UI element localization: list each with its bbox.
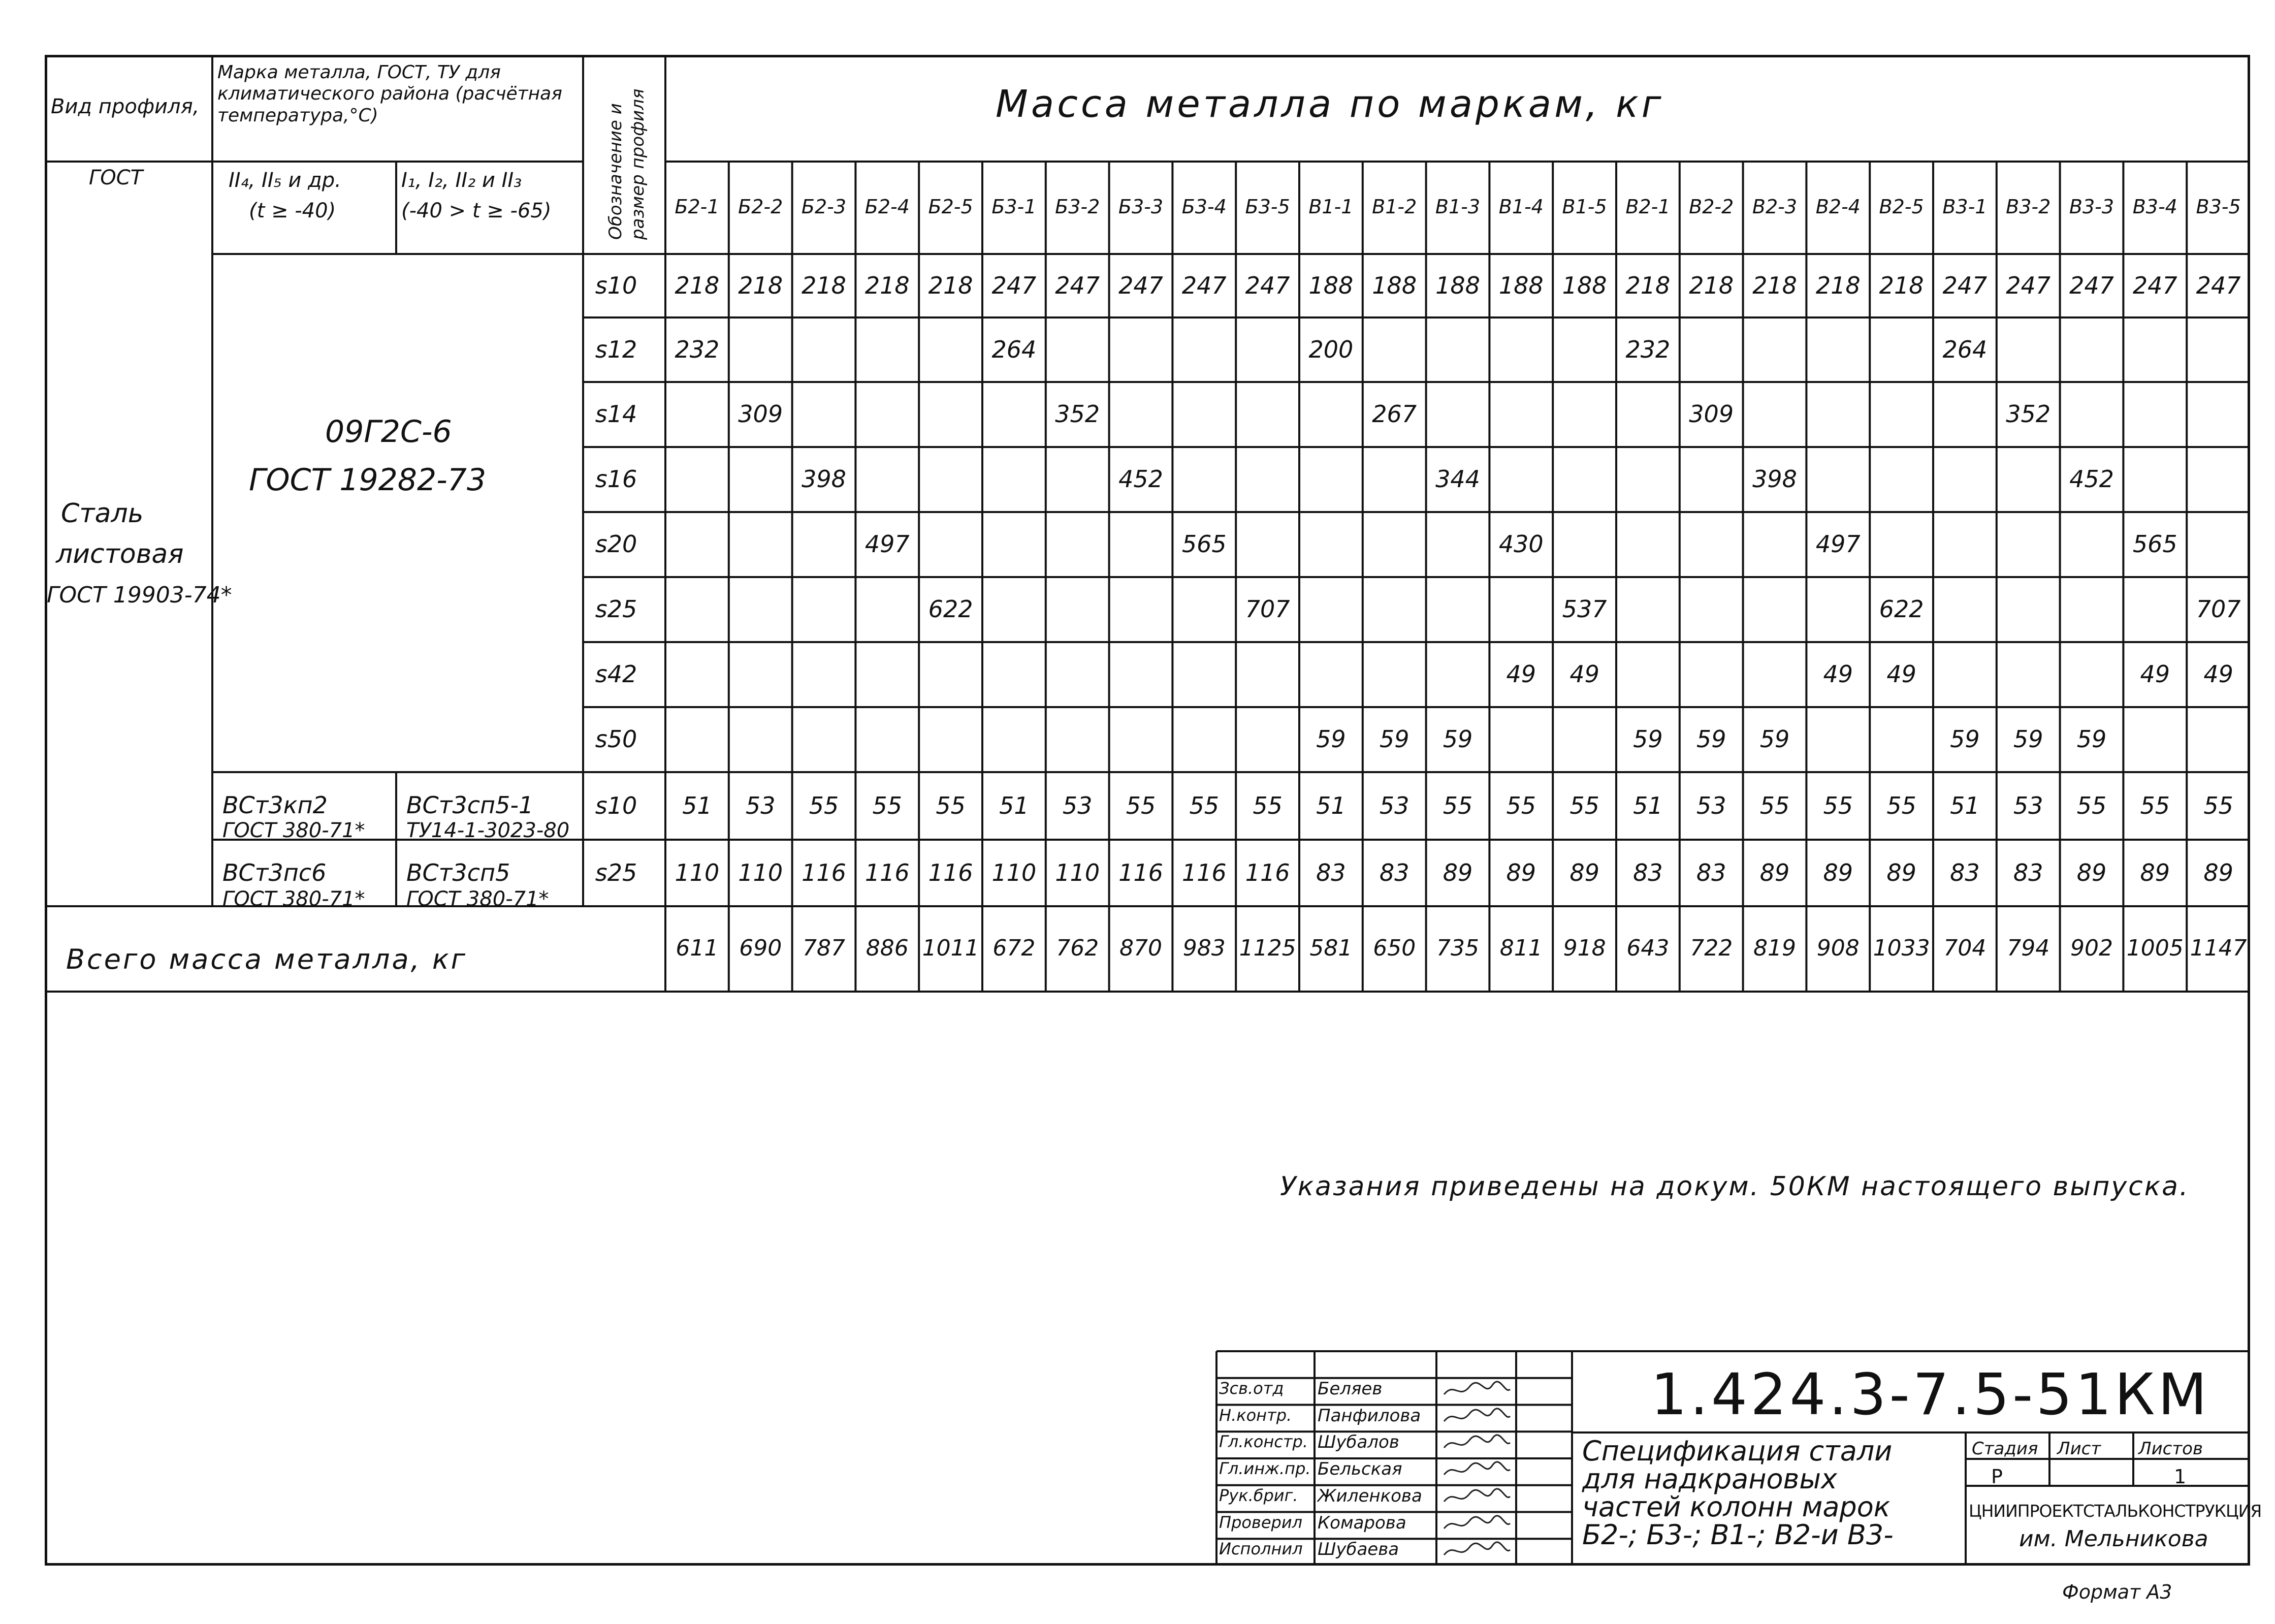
format-label: Формат А3	[2062, 1581, 2172, 1603]
signer-name: Панфилова	[1318, 1405, 1421, 1426]
header-metal-grade: Марка металла, ГОСТ, ТУ для климатического района (расчётная температура,°С)	[217, 62, 562, 126]
header-zone-a-temp: (t ≥ -40)	[249, 199, 336, 222]
mass-cell: 49	[2140, 660, 2170, 688]
mass-cell: 49	[1886, 660, 1916, 688]
mass-cell: 188	[1372, 271, 1417, 299]
mass-cell: 247	[2196, 271, 2241, 299]
total-mass-cell: 1005	[2126, 935, 2184, 961]
total-mass-cell: 643	[1626, 935, 1670, 961]
mass-cell: 83	[1633, 858, 1663, 886]
steel-label-1: Сталь	[61, 498, 144, 529]
mass-cell: 622	[1879, 595, 1924, 623]
sheets-label: Листов	[2138, 1439, 2203, 1459]
column-header-mark: Б2-5	[928, 196, 973, 218]
row-size-designation: s25	[595, 858, 637, 886]
mass-cell: 218	[1815, 271, 1861, 299]
mass-cell: 218	[675, 271, 720, 299]
column-header-mark: В3-4	[2132, 196, 2177, 218]
sheet-label: Лист	[2057, 1439, 2101, 1459]
grade-09g2s-gost: ГОСТ 19282-73	[249, 462, 487, 498]
title-line-3: частей колонн марок	[1582, 1491, 1891, 1523]
mass-cell: 247	[1181, 271, 1227, 299]
mass-cell: 707	[2196, 595, 2241, 623]
mass-cell: 247	[2069, 271, 2114, 299]
mass-cell: 188	[1308, 271, 1354, 299]
mass-cell: 247	[1055, 271, 1100, 299]
mass-cell: 55	[1126, 791, 1156, 819]
mass-cell: 497	[864, 530, 910, 558]
mass-cell: 89	[1443, 858, 1473, 886]
mass-cell: 59	[1950, 725, 1980, 753]
mass-cell: 352	[2006, 400, 2051, 428]
total-mass-cell: 690	[739, 935, 782, 961]
total-mass-cell: 1011	[922, 935, 979, 961]
mass-cell: 565	[2132, 530, 2177, 558]
org-name: ЦНИИПРОЕКТСТАЛЬКОНСТРУКЦИЯ	[1969, 1501, 2262, 1521]
stage-value: Р	[1991, 1466, 2003, 1488]
mass-cell: 232	[675, 335, 720, 363]
mass-cell: 116	[864, 858, 910, 886]
column-header-mark: В1-3	[1435, 196, 1481, 218]
mass-cell: 452	[1118, 465, 1163, 493]
total-mass-cell: 735	[1436, 935, 1479, 961]
sheets-value: 1	[2174, 1466, 2187, 1488]
r1-tu-b: ТУ14-1-3023-80	[406, 819, 570, 842]
total-mass-cell: 704	[1943, 935, 1986, 961]
mass-cell: 116	[1245, 858, 1290, 886]
mass-cell: 218	[1689, 271, 1734, 299]
mass-cell: 59	[1696, 725, 1726, 753]
mass-cell: 83	[1950, 858, 1980, 886]
total-mass-cell: 819	[1753, 935, 1796, 961]
mass-cell: 116	[1181, 858, 1227, 886]
mass-cell: 344	[1435, 465, 1480, 493]
row-size-designation: s42	[595, 660, 637, 688]
mass-cell: 218	[738, 271, 783, 299]
note-text: Указания приведены на докум. 50КМ настоящего выпуска.	[1280, 1171, 2190, 1202]
mass-cell: 430	[1498, 530, 1544, 558]
signature-mark	[1441, 1459, 1513, 1482]
mass-cell: 707	[1245, 595, 1290, 623]
total-mass-cell: 811	[1499, 935, 1543, 961]
mass-cell: 49	[1823, 660, 1853, 688]
column-header-mark: В1-2	[1372, 196, 1417, 218]
r1-grade-b: ВСт3сп5-1	[406, 791, 534, 819]
total-mass-cell: 762	[1056, 935, 1099, 961]
mass-cell: 55	[1569, 791, 1599, 819]
signer-role: Проверил	[1219, 1512, 1303, 1532]
mass-cell: 537	[1562, 595, 1607, 623]
mass-cell: 55	[809, 791, 839, 819]
mass-cell: 110	[991, 858, 1037, 886]
signer-name: Бельская	[1318, 1459, 1402, 1479]
signer-name: Комарова	[1318, 1512, 1406, 1533]
total-mass-cell: 918	[1563, 935, 1606, 961]
mass-cell: 116	[928, 858, 973, 886]
mass-cell: 89	[1569, 858, 1599, 886]
total-mass-cell: 1125	[1239, 935, 1296, 961]
mass-cell: 232	[1625, 335, 1671, 363]
signer-name: Шубаева	[1318, 1539, 1399, 1560]
column-header-mark: Б2-4	[864, 196, 910, 218]
mass-cell: 247	[2006, 271, 2051, 299]
mass-cell: 59	[1759, 725, 1790, 753]
mass-cell: 309	[738, 400, 783, 428]
mass-cell: 452	[2069, 465, 2114, 493]
column-header-mark: В2-4	[1815, 196, 1861, 218]
row-size-designation: s10	[595, 791, 637, 819]
mass-cell: 218	[1879, 271, 1924, 299]
column-header-mark: В3-5	[2196, 196, 2241, 218]
mass-cell: 200	[1308, 335, 1354, 363]
mass-cell: 565	[1181, 530, 1227, 558]
mass-cell: 89	[1506, 858, 1536, 886]
mass-cell: 247	[991, 271, 1037, 299]
total-mass-cell: 1147	[2190, 935, 2247, 961]
mass-cell: 55	[2076, 791, 2107, 819]
mass-cell: 398	[802, 465, 846, 493]
title-line-1: Спецификация стали	[1582, 1435, 1893, 1467]
signature-mark	[1441, 1540, 1513, 1562]
total-mass-cell: 902	[2070, 935, 2113, 961]
mass-cell: 55	[1506, 791, 1536, 819]
mass-cell: 51	[999, 791, 1029, 819]
mass-cell: 398	[1752, 465, 1797, 493]
mass-cell: 622	[928, 595, 973, 623]
total-mass-cell: 886	[866, 935, 909, 961]
r2-gost-b: ГОСТ 380-71*	[406, 887, 549, 911]
column-header-mark: В2-2	[1689, 196, 1734, 218]
column-header-mark: В2-1	[1625, 196, 1671, 218]
mass-cell: 55	[2203, 791, 2233, 819]
column-header-mark: В2-5	[1879, 196, 1924, 218]
mass-cell: 110	[675, 858, 720, 886]
title-line-4: Б2-; Б3-; В1-; В2-и В3-	[1582, 1519, 1894, 1551]
header-mass-title: Масса металла по маркам, кг	[996, 82, 1664, 126]
mass-cell: 110	[738, 858, 783, 886]
mass-cell: 55	[1759, 791, 1790, 819]
grade-09g2s: 09Г2С-6	[325, 414, 452, 450]
signer-name: Беляев	[1318, 1378, 1383, 1399]
column-header-mark: В3-1	[1942, 196, 1988, 218]
mass-cell: 53	[1696, 791, 1726, 819]
total-mass-cell: 983	[1182, 935, 1226, 961]
mass-cell: 247	[1245, 271, 1290, 299]
r2-gost-a: ГОСТ 380-71*	[222, 887, 365, 911]
column-header-mark: В2-3	[1752, 196, 1798, 218]
column-header-mark: В1-4	[1498, 196, 1544, 218]
total-mass-cell: 870	[1119, 935, 1162, 961]
column-header-mark: Б3-3	[1118, 196, 1164, 218]
mass-cell: 218	[1752, 271, 1797, 299]
header-profile-type: Вид профиля,	[51, 95, 200, 118]
signer-role: Рук.бриг.	[1219, 1485, 1298, 1505]
mass-cell: 59	[1443, 725, 1473, 753]
row-size-designation: s14	[595, 400, 637, 428]
mass-cell: 59	[1633, 725, 1663, 753]
header-profile-gost: ГОСТ	[89, 166, 143, 189]
mass-cell: 218	[1625, 271, 1671, 299]
row-size-designation: s25	[595, 595, 637, 623]
mass-cell: 83	[2013, 858, 2043, 886]
signature-mark	[1441, 1486, 1513, 1509]
mass-cell: 53	[2013, 791, 2043, 819]
column-header-mark: Б2-3	[801, 196, 847, 218]
mass-cell: 116	[1118, 858, 1163, 886]
mass-cell: 247	[2132, 271, 2177, 299]
mass-cell: 264	[1942, 335, 1988, 363]
steel-gost: ГОСТ 19903-74*	[47, 582, 232, 608]
header-zone-b: I₁, I₂, II₂ и II₃	[401, 169, 522, 192]
header-zone-b-temp: (-40 > t ≥ -65)	[401, 199, 552, 222]
total-mass-cell: 908	[1816, 935, 1860, 961]
column-header-mark: В1-5	[1562, 196, 1607, 218]
mass-cell: 89	[2076, 858, 2107, 886]
mass-cell: 59	[2076, 725, 2107, 753]
stage-label: Стадия	[1972, 1439, 2038, 1459]
row-size-designation: s16	[595, 465, 637, 493]
steel-label-2: листовая	[56, 539, 184, 569]
mass-cell: 218	[928, 271, 973, 299]
total-mass-cell: 722	[1690, 935, 1733, 961]
signature-mark	[1441, 1406, 1513, 1428]
mass-cell: 352	[1055, 400, 1100, 428]
header-zone-a: II₄, II₅ и др.	[229, 169, 341, 192]
mass-cell: 89	[1823, 858, 1853, 886]
column-header-mark: Б3-1	[991, 196, 1037, 218]
mass-cell: 49	[1506, 660, 1536, 688]
mass-cell: 89	[2140, 858, 2170, 886]
row-size-designation: s50	[595, 725, 637, 753]
r1-grade-a: ВСт3кп2	[222, 791, 328, 819]
mass-cell: 51	[1950, 791, 1980, 819]
mass-cell: 497	[1815, 530, 1861, 558]
signature-mark	[1441, 1379, 1513, 1402]
mass-cell: 188	[1498, 271, 1544, 299]
column-header-mark: В1-1	[1308, 196, 1354, 218]
column-header-mark: Б3-5	[1245, 196, 1290, 218]
mass-cell: 55	[1886, 791, 1916, 819]
mass-cell: 59	[1316, 725, 1346, 753]
mass-cell: 55	[1823, 791, 1853, 819]
mass-cell: 51	[682, 791, 712, 819]
mass-cell: 55	[2140, 791, 2170, 819]
mass-cell: 110	[1055, 858, 1100, 886]
signer-role: Н.контр.	[1219, 1405, 1292, 1425]
mass-cell: 53	[745, 791, 776, 819]
header-designation: Обозначение и размер профиля	[605, 88, 649, 240]
total-mass-cell: 650	[1373, 935, 1416, 961]
r1-gost-a: ГОСТ 380-71*	[222, 819, 365, 842]
total-mass-cell: 787	[803, 935, 845, 961]
column-header-mark: Б3-4	[1181, 196, 1227, 218]
column-header-mark: В3-3	[2069, 196, 2114, 218]
mass-cell: 267	[1372, 400, 1417, 428]
total-mass-cell: 611	[676, 935, 719, 961]
total-mass-cell: 1033	[1873, 935, 1930, 961]
mass-cell: 247	[1118, 271, 1163, 299]
signature-mark	[1441, 1513, 1513, 1536]
column-header-mark: Б2-1	[675, 196, 720, 218]
mass-cell: 264	[991, 335, 1037, 363]
r2-grade-b: ВСт3сп5	[406, 859, 510, 886]
mass-cell: 218	[802, 271, 846, 299]
signer-role: Гл.констр.	[1219, 1432, 1308, 1452]
mass-cell: 55	[872, 791, 903, 819]
mass-cell: 51	[1316, 791, 1346, 819]
signer-role: Исполнил	[1219, 1539, 1303, 1559]
doc-code: 1.424.3-7.5-51КМ	[1651, 1362, 2210, 1428]
total-mass-cell: 672	[992, 935, 1036, 961]
mass-cell: 49	[2203, 660, 2233, 688]
mass-cell: 89	[1759, 858, 1790, 886]
mass-cell: 116	[802, 858, 846, 886]
column-header-mark: В3-2	[2006, 196, 2051, 218]
mass-cell: 59	[2013, 725, 2043, 753]
mass-cell: 59	[1379, 725, 1409, 753]
mass-cell: 55	[1443, 791, 1473, 819]
mass-cell: 89	[1886, 858, 1916, 886]
mass-cell: 51	[1633, 791, 1663, 819]
row-size-designation: s10	[595, 271, 637, 299]
mass-cell: 188	[1562, 271, 1607, 299]
mass-cell: 55	[936, 791, 966, 819]
mass-cell: 309	[1689, 400, 1734, 428]
org-subname: им. Мельникова	[2019, 1526, 2208, 1552]
mass-cell: 53	[1062, 791, 1093, 819]
signer-name: Шубалов	[1318, 1432, 1399, 1453]
mass-cell: 89	[2203, 858, 2233, 886]
signer-role: Зсв.отд	[1219, 1378, 1284, 1398]
r2-grade-a: ВСт3пс6	[222, 859, 327, 886]
mass-cell: 83	[1316, 858, 1346, 886]
mass-cell: 247	[1942, 271, 1988, 299]
total-mass-cell: 581	[1309, 935, 1353, 961]
mass-cell: 83	[1696, 858, 1726, 886]
signer-name: Жиленкова	[1318, 1485, 1422, 1506]
row-size-designation: s20	[595, 530, 637, 558]
mass-cell: 218	[864, 271, 910, 299]
column-header-mark: Б3-2	[1055, 196, 1100, 218]
mass-cell: 83	[1379, 858, 1409, 886]
mass-cell: 55	[1189, 791, 1220, 819]
mass-cell: 49	[1569, 660, 1599, 688]
row-size-designation: s12	[595, 335, 637, 363]
mass-cell: 188	[1435, 271, 1480, 299]
signature-mark	[1441, 1432, 1513, 1455]
column-header-mark: Б2-2	[738, 196, 783, 218]
signer-role: Гл.инж.пр.	[1219, 1459, 1311, 1478]
title-line-2: для надкрановых	[1582, 1463, 1837, 1495]
total-label: Всего масса металла, кг	[66, 943, 467, 975]
total-mass-cell: 794	[2007, 935, 2050, 961]
mass-cell: 55	[1253, 791, 1283, 819]
mass-cell: 53	[1379, 791, 1409, 819]
